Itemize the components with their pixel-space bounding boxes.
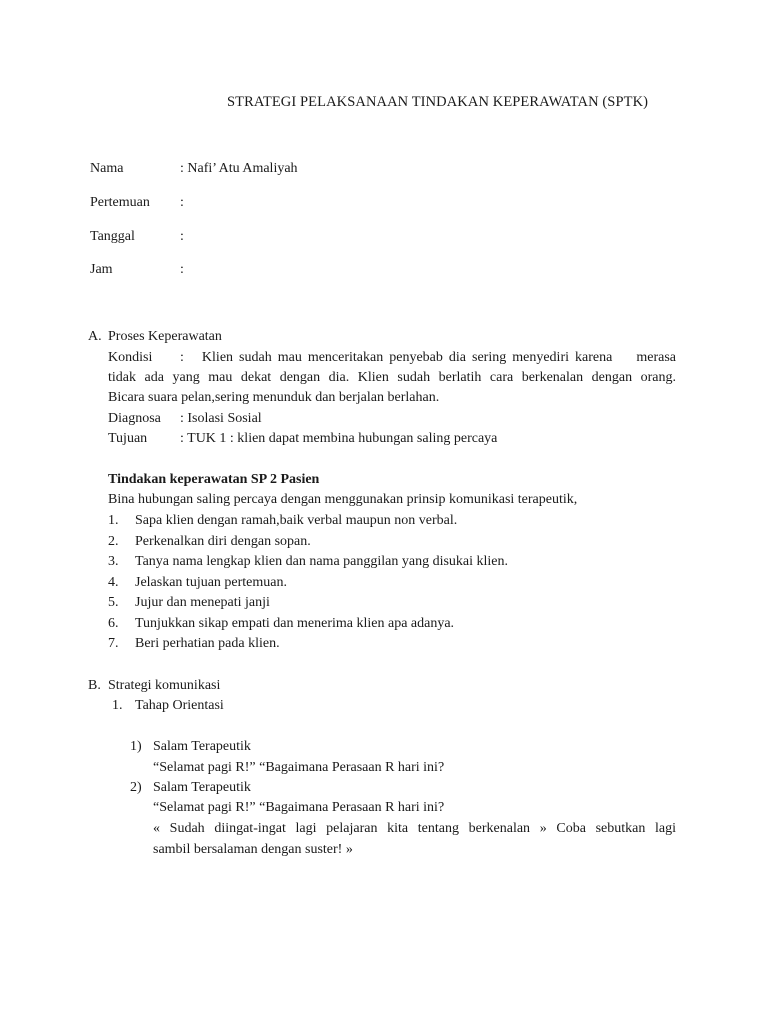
orientasi-item-heading: Salam Terapeutik xyxy=(153,780,251,795)
tindakan-intro: Bina hubungan saling percaya dengan menggunakan prinsip komunikasi terapeutik, xyxy=(108,492,578,507)
info-value-tanggal: : xyxy=(180,229,184,244)
diagnosa-value: : Isolasi Sosial xyxy=(180,411,262,426)
info-label-jam: Jam xyxy=(90,262,113,277)
list-item-number: 4. xyxy=(108,575,119,590)
section-b-letter: B. xyxy=(88,678,101,693)
list-item-number: 1. xyxy=(108,513,119,528)
section-a-letter: A. xyxy=(88,329,102,344)
sub-section-number: 1. xyxy=(112,698,123,713)
section-b-title: Strategi komunikasi xyxy=(108,678,221,693)
orientasi-extra-line2: sambil bersalaman dengan suster! » xyxy=(153,842,353,857)
info-label-tanggal: Tanggal xyxy=(90,229,135,244)
orientasi-item-line: “Selamat pagi R!” “Bagaimana Perasaan R hari ini? xyxy=(153,760,445,775)
list-item-number: 3. xyxy=(108,554,119,569)
tujuan-value: : TUK 1 : klien dapat membina hubungan saling percaya xyxy=(180,431,498,446)
kondisi-text-line1: : Klien sudah mau menceritakan penyebab dia sering menyediri karena merasa xyxy=(180,350,676,365)
orientasi-item-line: “Selamat pagi R!” “Bagaimana Perasaan R hari ini? xyxy=(153,800,445,815)
list-item: Tunjukkan sikap empati dan menerima klien apa adanya. xyxy=(135,616,455,631)
kondisi-text-line2: tidak ada yang mau dekat dengan dia. Klien sudah berlatih cara berkenalan dengan orang. xyxy=(108,370,676,385)
info-label-pertemuan: Pertemuan xyxy=(90,195,150,210)
list-item-number: 7. xyxy=(108,636,119,651)
document-title: STRATEGI PELAKSANAAN TINDAKAN KEPERAWATAN (SPTK) xyxy=(227,94,649,110)
section-a-title: Proses Keperawatan xyxy=(108,329,222,344)
orientasi-item-number: 1) xyxy=(130,739,142,754)
list-item: Sapa klien dengan ramah,baik verbal maupun non verbal. xyxy=(135,513,458,528)
info-value-pertemuan: : xyxy=(180,195,184,210)
orientasi-item-heading: Salam Terapeutik xyxy=(153,739,251,754)
tujuan-label: Tujuan xyxy=(108,431,148,446)
sub-section-title: Tahap Orientasi xyxy=(135,698,224,713)
diagnosa-label: Diagnosa xyxy=(108,411,161,426)
info-value-nama: : Nafi’ Atu Amaliyah xyxy=(180,161,298,176)
list-item: Beri perhatian pada klien. xyxy=(135,636,280,651)
list-item: Perkenalkan diri dengan sopan. xyxy=(135,534,311,549)
info-value-jam: : xyxy=(180,262,184,277)
list-item: Jujur dan menepati janji xyxy=(135,595,270,610)
info-label-nama: Nama xyxy=(90,161,124,176)
kondisi-text-line3: Bicara suara pelan,sering menunduk dan berjalan berlahan. xyxy=(108,390,440,405)
list-item: Jelaskan tujuan pertemuan. xyxy=(135,575,288,590)
tindakan-heading: Tindakan keperawatan SP 2 Pasien xyxy=(108,472,320,487)
orientasi-item-number: 2) xyxy=(130,780,142,795)
kondisi-label: Kondisi xyxy=(108,350,153,365)
list-item: Tanya nama lengkap klien dan nama panggilan yang disukai klien. xyxy=(135,554,509,569)
list-item-number: 6. xyxy=(108,616,119,631)
list-item-number: 5. xyxy=(108,595,119,610)
list-item-number: 2. xyxy=(108,534,119,549)
orientasi-extra-line1: « Sudah diingat-ingat lagi pelajaran kita tentang berkenalan » Coba sebutkan lagi xyxy=(153,821,676,836)
